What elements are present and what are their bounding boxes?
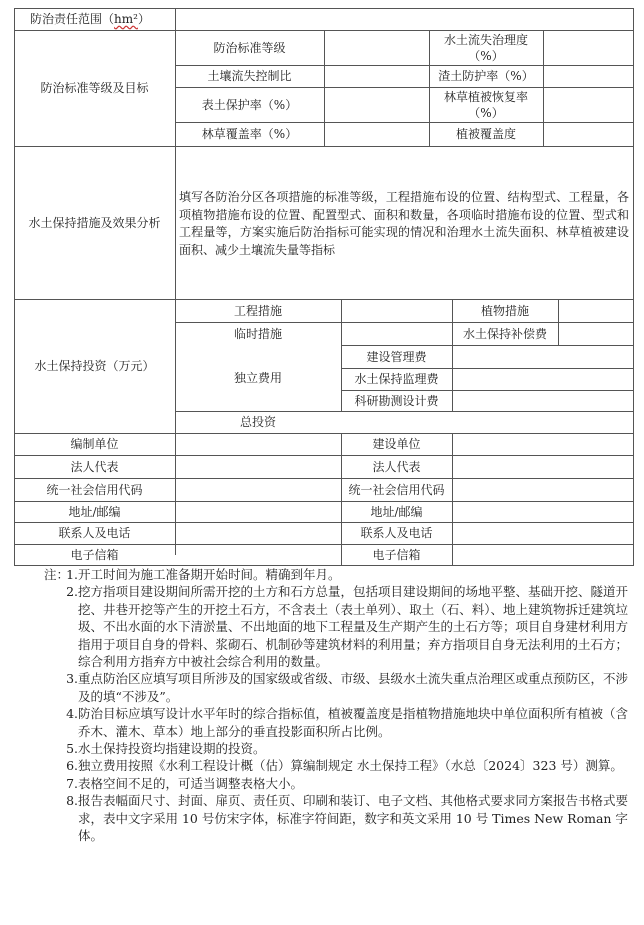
left-party-label: 地址/邮编 <box>68 504 121 519</box>
vegetation-coverage-label: 植被覆盖度 <box>455 127 516 141</box>
note-item: 2. 挖方指项目建设期间所需开挖的土方和石方总量，包括项目建设期间的场地平整、基础开挖、隧道开挖、井巷开挖等产生的开挖土石方，不含表土（表土单列）、取土（石、料）、地上建筑物拆迁建筑垃圾、不出水面的水下清淤量、不出地面的地下工程量及生产期产生的土石方等；项目自身建材利用方指用于项目自身的骨料、浆砌石、机制砂等建筑材料的利用量；弃方指项目自身无法利用的土石方；综合利用方指弃方中被社会综合利用的数量。 <box>66 584 629 670</box>
area-value[interactable] <box>175 8 633 30</box>
notes-lead: 注： <box>44 567 70 582</box>
right-party-label: 建设单位 <box>372 437 421 451</box>
temp-measures-label: 临时措施 <box>233 326 282 341</box>
note-item: 8. 报告表幅面尺寸、封面、扉页、责任页、印刷和装订、电子文档、其他格式要求同方案报告书格式要求，表中文字采用 10 号仿宋字体，标准字符间距，数字和英文采用 10 号 Times New Roman 字体。 <box>66 793 629 844</box>
measures-text: 填写各防治分区各项措施的标准等级，工程措施布设的位置、结构型式、工程量，各项植物措施布设的位置、配置型式、面积和数量，各项临时措施布设的位置、型式和工程量等，方案实施后防治指标可能实现的情况和治理水土流失面积、林草植被建设面积、减少土壤流失量等指标 <box>179 190 629 257</box>
right-party-label: 地址/邮编 <box>370 504 423 519</box>
slag-protection-label: 渣土防护率（%） <box>438 69 534 83</box>
forest-coverage-label: 林草覆盖率（%） <box>201 127 298 141</box>
standards-group-label: 防治标准等级及目标 <box>40 81 149 95</box>
right-party-label: 电子信箱 <box>372 547 421 562</box>
left-party-label: 电子信箱 <box>70 547 119 562</box>
left-party-label: 联系人及电话 <box>58 526 131 540</box>
measures-label: 水土保持措施及效果分析 <box>28 215 161 230</box>
note-item: 4. 防治目标应填写设计水平年时的综合指标值，植被覆盖度是指植物措施地块中单位面积所有植被（含乔木、灌木、草本）地上部分的垂直投影面积所占比例。 <box>66 706 629 739</box>
note-item: 3. 重点防治区应填写项目所涉及的国家级或省级、市级、县级水土流失重点治理区或重点预防区，不涉及的填“不涉及”。 <box>66 671 629 704</box>
plant-measures-label: 植物措施 <box>480 303 529 318</box>
left-party-label: 统一社会信用代码 <box>46 482 143 497</box>
note-item: 6. 独立费用按照《水利工程设计概（估）算编制规定 水土保持工程》（水总〔2024〕323 号）测算。 <box>66 758 623 774</box>
topsoil-protection-label: 表土保护率（%） <box>201 97 298 112</box>
soil-loss-degree-label: 水土流失治理度（%） <box>443 32 528 63</box>
right-party-label: 联系人及电话 <box>360 526 433 540</box>
note-item: 5. 水土保持投资均指建设期的投资。 <box>66 741 266 757</box>
left-party-label: 编制单位 <box>70 437 119 451</box>
investment-label: 水土保持投资（万元） <box>34 359 155 373</box>
eng-measures-label: 工程措施 <box>233 303 282 318</box>
std-level-label: 防治标准等级 <box>213 40 286 55</box>
survey-design-label: 科研勘测设计费 <box>354 393 439 408</box>
area-label: 防治责任范围（ hm² ） <box>30 12 150 26</box>
total-invest-label: 总投资 <box>239 415 276 429</box>
note-item: 1. 开工时间为施工准备期开始时间。精确到年月。 <box>66 567 341 582</box>
soil-erosion-ratio-label: 土壤流失控制比 <box>207 69 292 83</box>
compensation-label: 水土保持补偿费 <box>462 326 547 341</box>
construction-mgmt-label: 建设管理费 <box>366 349 427 364</box>
left-party-label: 法人代表 <box>70 459 119 474</box>
right-party-label: 统一社会信用代码 <box>348 482 445 497</box>
notes-section <box>44 566 634 845</box>
supervision-label: 水土保持监理费 <box>354 372 439 386</box>
vegetation-restore-label: 林草植被恢复率（%） <box>443 89 528 120</box>
note-item: 7. 表格空间不足的，可适当调整表格大小。 <box>66 775 304 791</box>
indep-cost-label: 独立费用 <box>233 371 282 385</box>
right-party-label: 法人代表 <box>372 459 421 474</box>
